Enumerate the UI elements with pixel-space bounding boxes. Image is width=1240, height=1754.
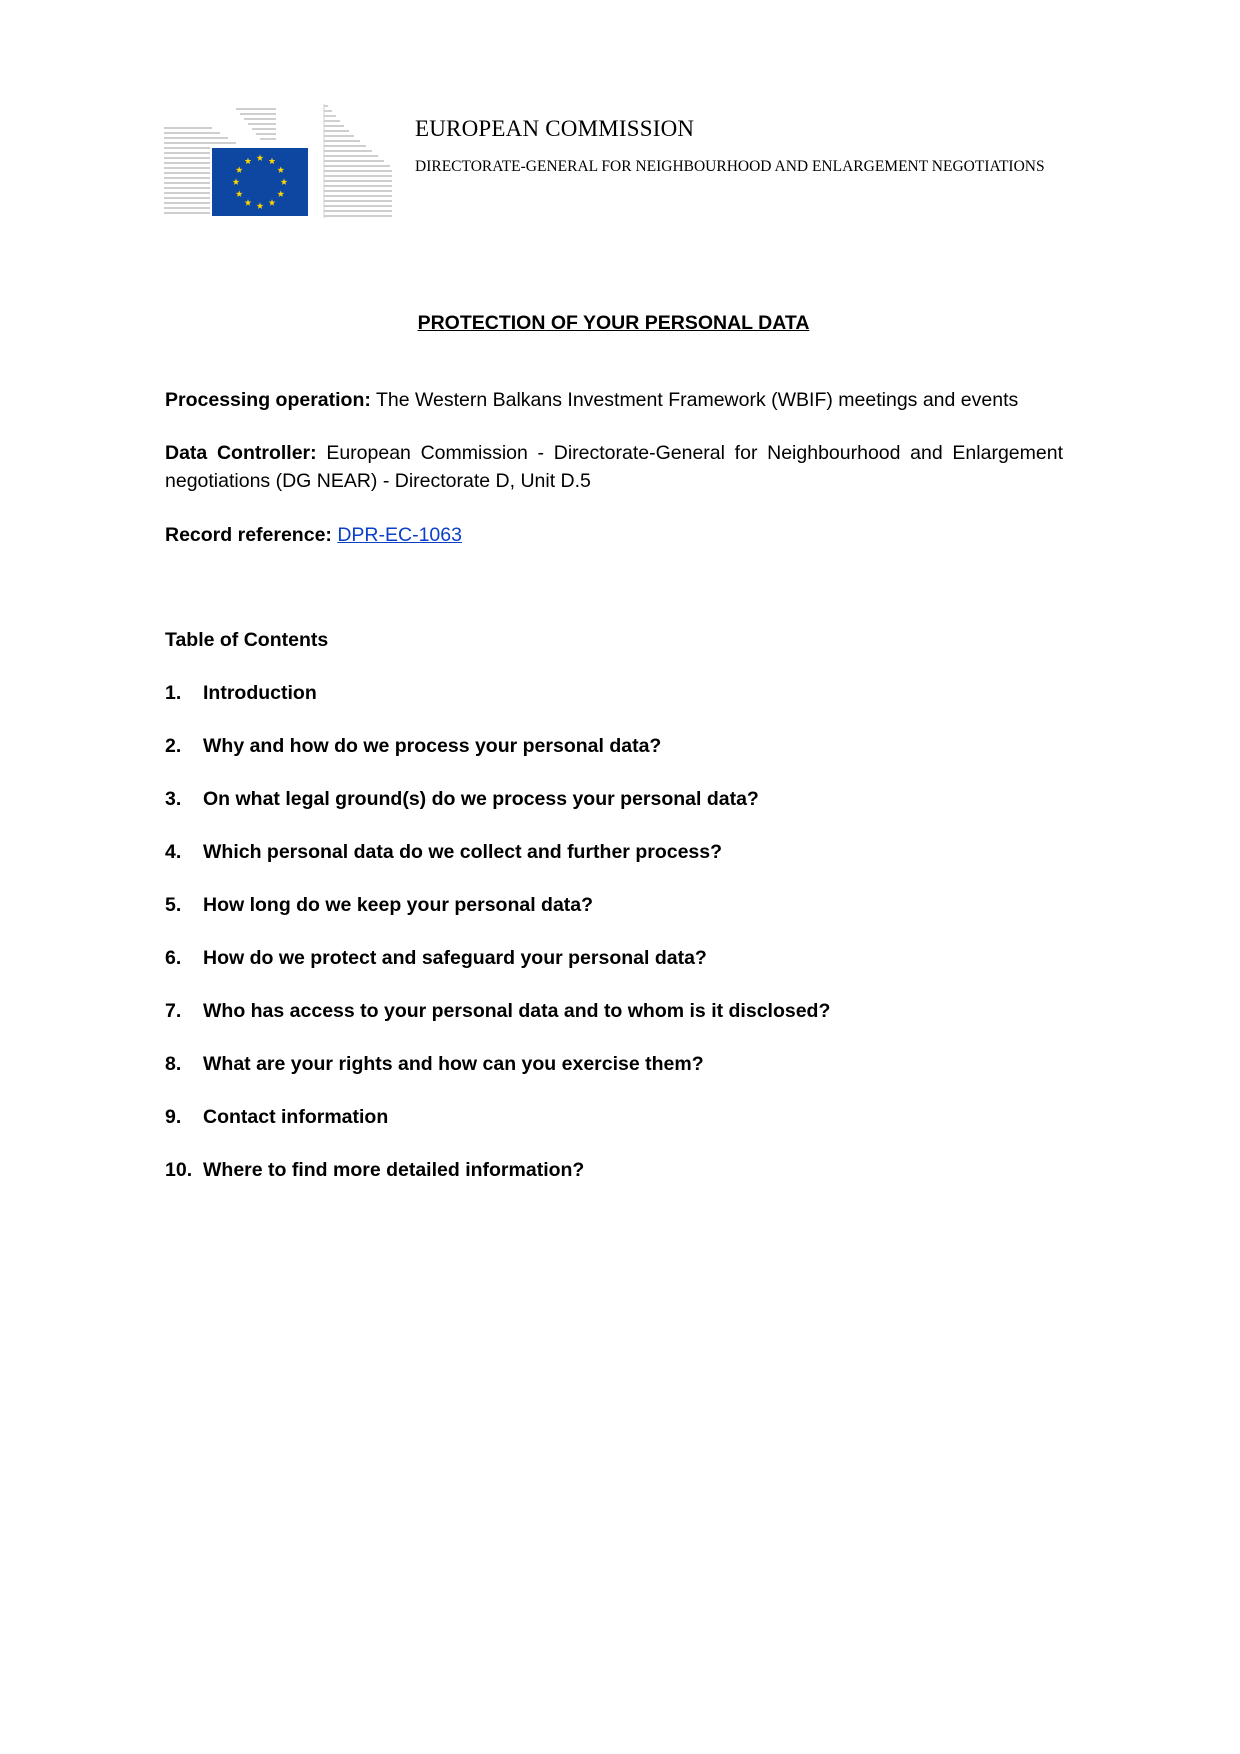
- toc-item: [165, 788, 830, 841]
- toc-item-label: Contact information: [203, 1106, 389, 1128]
- page-title: PROTECTION OF YOUR PERSONAL DATA: [417, 312, 810, 334]
- toc-item-label: Why and how do we process your personal data?: [203, 735, 662, 757]
- toc-item-label: What are your rights and how can you exercise them?: [203, 1053, 704, 1075]
- toc-item-label: Introduction: [203, 682, 317, 704]
- toc-item: [165, 1000, 830, 1053]
- toc-item: [165, 947, 830, 1000]
- toc-item-label: Where to find more detailed information?: [203, 1159, 585, 1181]
- processing-operation: [165, 386, 1063, 414]
- table-of-contents: [165, 682, 830, 1212]
- toc-item-label: How do we protect and safeguard your personal data?: [203, 947, 707, 969]
- toc-item-number: 7.: [165, 1000, 182, 1022]
- toc-heading: Table of Contents: [165, 629, 329, 651]
- toc-item: [165, 1106, 830, 1159]
- toc-item-number: 2.: [165, 735, 182, 757]
- toc-item: [165, 841, 830, 894]
- toc-item: [165, 682, 830, 735]
- toc-item-label: Who has access to your personal data and to whom is it disclosed?: [203, 1000, 831, 1022]
- building-lines-right: [324, 106, 392, 216]
- processing-operation-label: Processing operation:: [165, 389, 371, 411]
- toc-item-label: How long do we keep your personal data?: [203, 894, 594, 916]
- organization-name: EUROPEAN COMMISSION: [415, 116, 695, 141]
- toc-item-label: Which personal data do we collect and further process?: [203, 841, 723, 863]
- toc-item-number: 6.: [165, 947, 182, 969]
- data-controller: [165, 439, 1063, 495]
- toc-item: [165, 894, 830, 947]
- toc-item-number: 4.: [165, 841, 182, 863]
- directorate-general-name: DIRECTORATE-GENERAL FOR NEIGHBOURHOOD AND ENLARGEMENT NEGOTIATIONS: [415, 158, 1045, 175]
- record-reference: [165, 521, 1063, 549]
- toc-item-number: 3.: [165, 788, 182, 810]
- toc-item: [165, 1159, 830, 1212]
- toc-item: [165, 1053, 830, 1106]
- toc-item-label: On what legal ground(s) do we process your personal data?: [203, 788, 759, 810]
- european-commission-logo: [164, 104, 392, 218]
- record-reference-link[interactable]: DPR-EC-1063: [337, 524, 462, 546]
- toc-item-number: 8.: [165, 1053, 182, 1075]
- data-controller-value: European Commission - Directorate-General for Neighbourhood and Enlargement negotiations (DG NEAR) - Directorate D, Unit D.5: [165, 442, 1063, 492]
- data-controller-label: Data Controller:: [165, 442, 317, 464]
- toc-item-number: 5.: [165, 894, 182, 916]
- toc-item: [165, 735, 830, 788]
- toc-item-number: 1.: [165, 682, 182, 704]
- toc-item-number: 9.: [165, 1106, 182, 1128]
- record-reference-label: Record reference:: [165, 524, 332, 546]
- processing-operation-value: The Western Balkans Investment Framework (WBIF) meetings and events: [370, 389, 1019, 411]
- toc-item-number: 10.: [165, 1159, 193, 1181]
